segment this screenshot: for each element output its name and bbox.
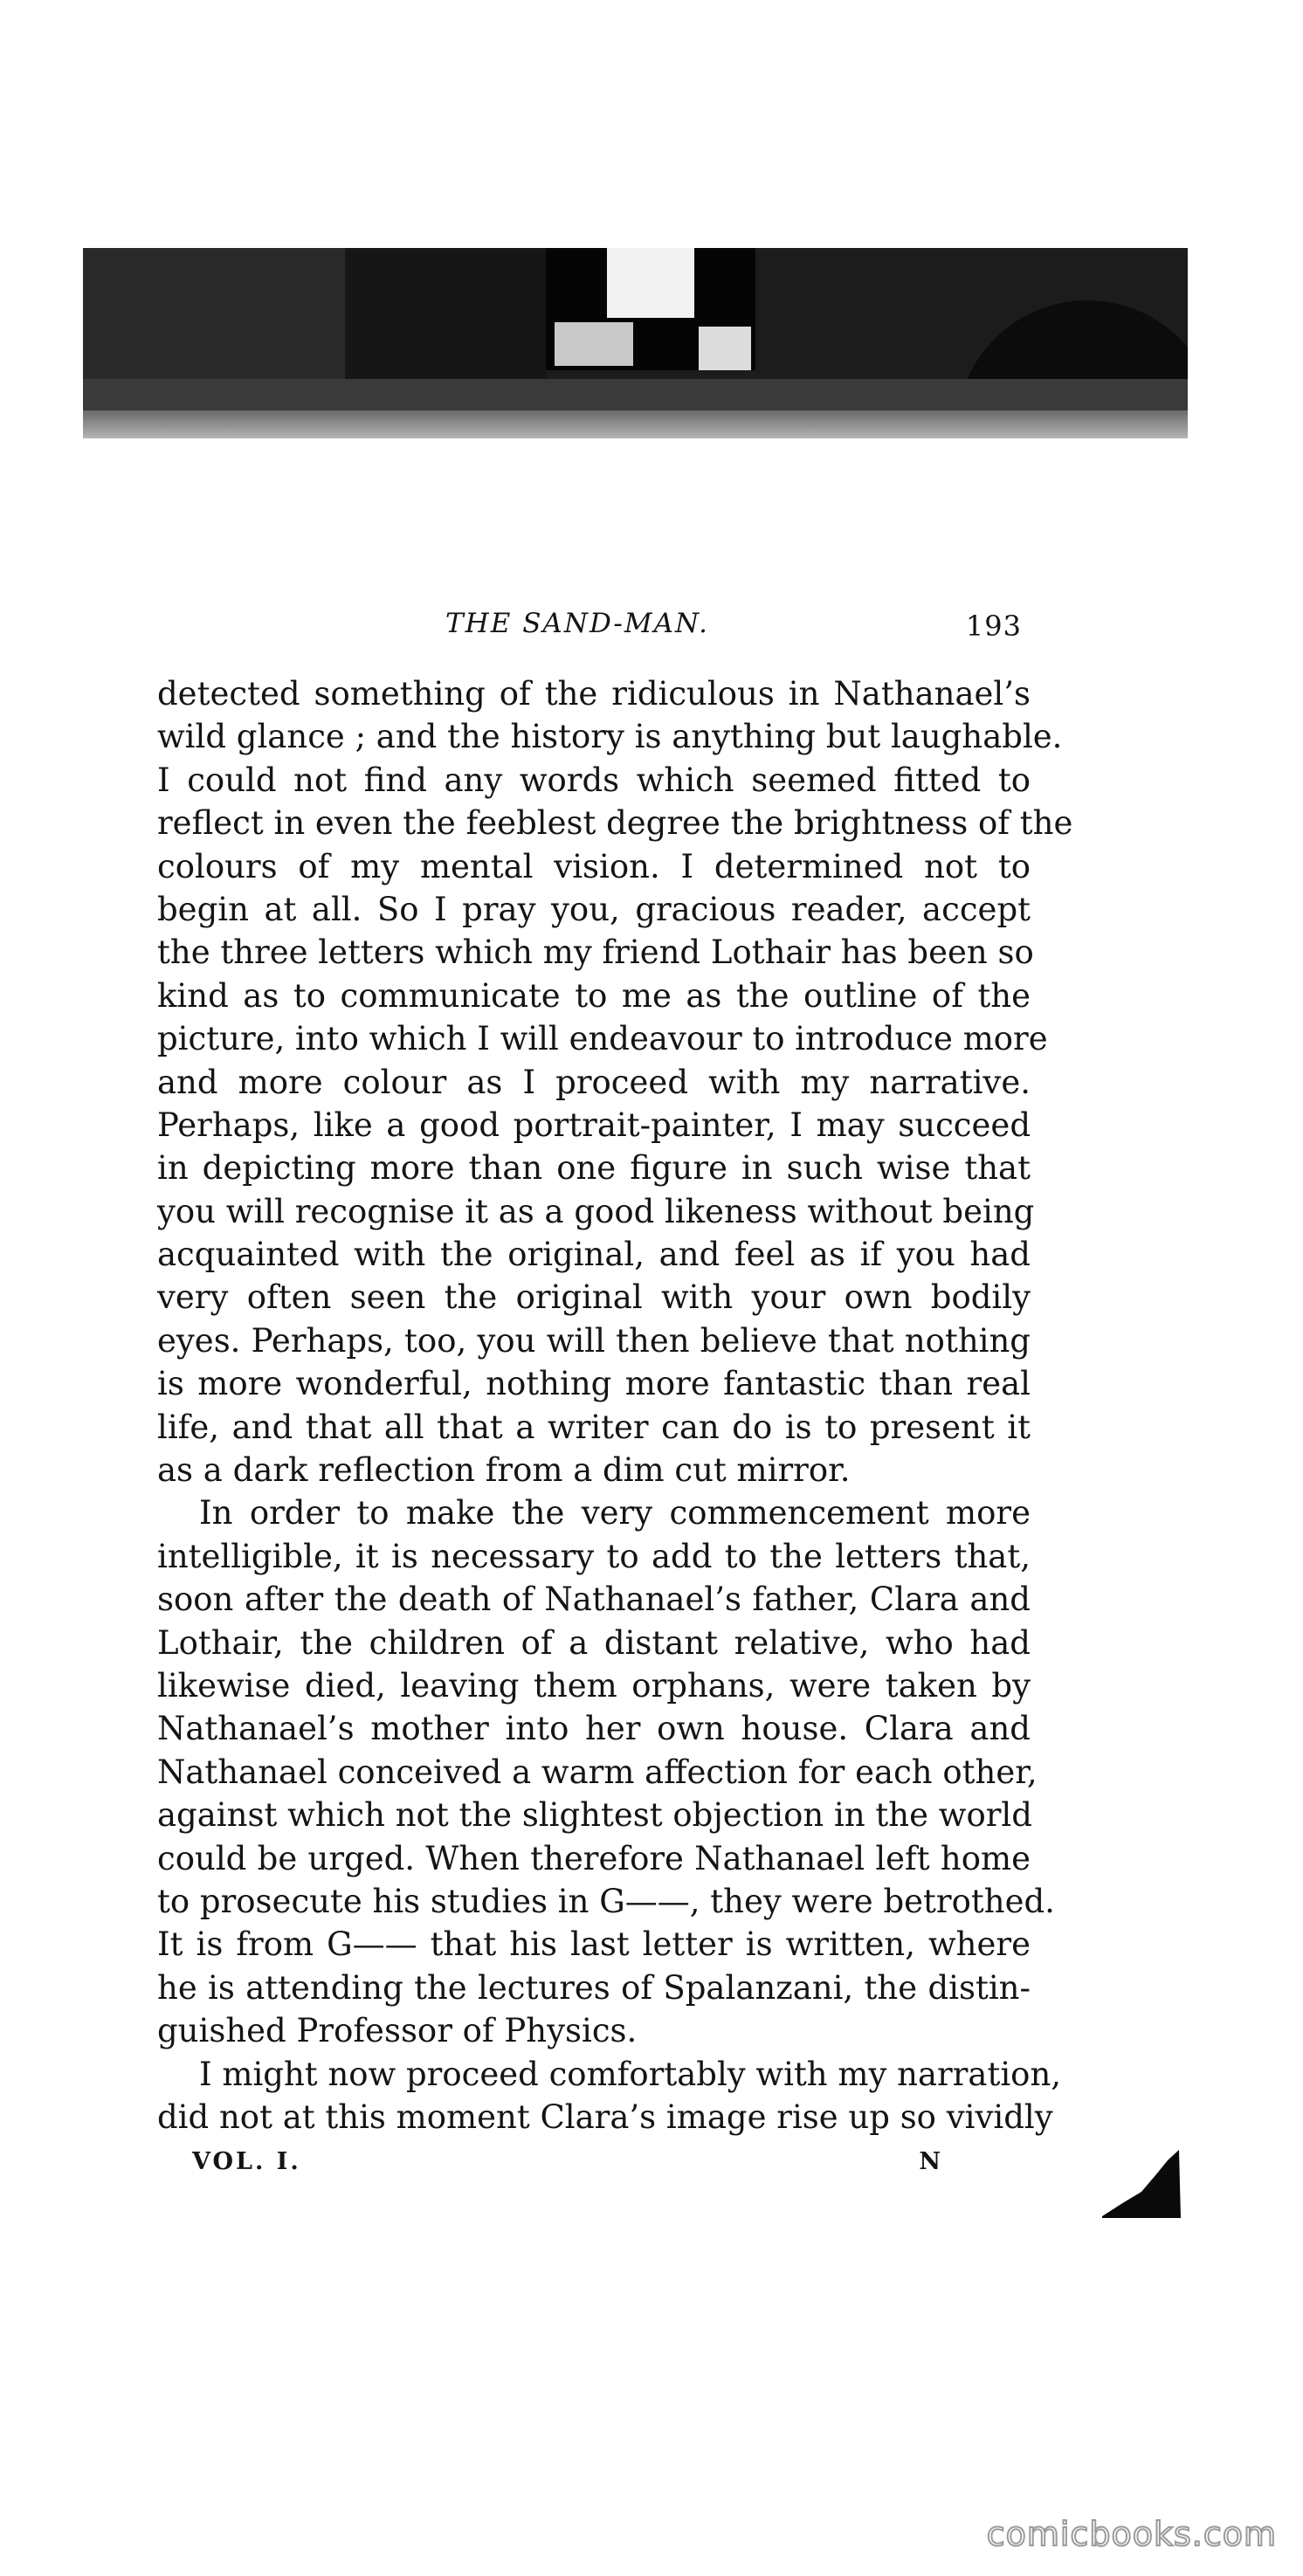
text-line: wild glance ; and the history is anything but laughable.	[157, 718, 1063, 756]
signature-mark: N	[919, 2148, 943, 2175]
text-line: life, and that all that a writer can do is to present it	[157, 1408, 1031, 1446]
text-line: Lothair, the children of a distant relative, who had	[157, 1623, 1031, 1662]
text-line: In order to make the very commencement more	[199, 1494, 1031, 1533]
text-line: colours of my mental vision. I determined not to	[157, 847, 1031, 885]
text-line: intelligible, it is necessary to add to the letters that,	[157, 1537, 1031, 1575]
text-line: Perhaps, like a good portrait-painter, I may succeed	[157, 1105, 1031, 1144]
running-header	[157, 608, 1031, 651]
text-line: in depicting more than one figure in such wise that	[157, 1149, 1031, 1188]
text-line: It is from G—— that his last letter is written, where	[157, 1925, 1031, 1964]
running-title: THE SAND-MAN.	[445, 608, 709, 639]
text-line: could be urged. When therefore Nathanael left home	[157, 1839, 1031, 1877]
text-line: he is attending the lectures of Spalanzani, the distin-	[157, 1968, 1031, 2007]
text-line: the three letters which my friend Lothair has been so	[157, 933, 1034, 972]
scan-panel	[83, 248, 345, 379]
scan-panel	[345, 248, 546, 396]
scan-floor	[83, 410, 1188, 438]
text-line: as a dark reflection from a dim cut mirror.	[157, 1451, 851, 1490]
scan-highlight	[607, 248, 694, 318]
page-corner-shadow	[1102, 2148, 1181, 2218]
paragraph	[157, 672, 1073, 1491]
text-line: kind as to communicate to me as the outline of the	[157, 976, 1031, 1015]
scan-highlight	[555, 322, 633, 366]
text-line: likewise died, leaving them orphans, were taken by	[157, 1666, 1031, 1705]
text-line: picture, into which I will endeavour to introduce more	[157, 1020, 1048, 1058]
text-line: I might now proceed comfortably with my narration,	[199, 2055, 1062, 2093]
paragraph	[157, 2053, 1062, 2139]
volume-label: VOL. I.	[192, 2148, 301, 2175]
signature-line	[192, 2148, 943, 2183]
text-line: you will recognise it as a good likeness without being	[157, 1192, 1035, 1230]
text-line: detected something of the ridiculous in Nathanael’s	[157, 675, 1031, 713]
text-line: did not at this moment Clara’s image rise up so vividly	[157, 2097, 1053, 2136]
text-line: eyes. Perhaps, too, you will then believe that nothing	[157, 1321, 1031, 1360]
scan-artifact-band	[83, 248, 1188, 438]
scan-highlight	[699, 327, 751, 370]
text-line: I could not find any words which seemed fitted to	[157, 761, 1031, 799]
text-line: begin at all. So I pray you, gracious reader, accept	[157, 890, 1031, 928]
text-line: Nathanael conceived a warm affection for each other,	[157, 1753, 1038, 1791]
paragraph	[157, 1491, 1055, 2052]
page-number: 193	[965, 610, 1022, 643]
text-line: soon after the death of Nathanael’s father, Clara and	[157, 1581, 1031, 1619]
text-line: is more wonderful, nothing more fantastic than real	[157, 1365, 1031, 1403]
text-line: and more colour as I proceed with my narrative.	[157, 1063, 1031, 1101]
text-line: to prosecute his studies in G——, they were betrothed.	[157, 1882, 1055, 1920]
body-text	[157, 672, 1073, 2139]
text-line: Nathanael’s mother into her own house. Clara and	[157, 1710, 1031, 1748]
text-line: against which not the slightest objection in the world	[157, 1796, 1032, 1835]
text-line: acquainted with the original, and feel as if you had	[157, 1236, 1031, 1274]
text-line: guished Professor of Physics.	[157, 2012, 638, 2050]
text-line: reflect in even the feeblest degree the brightness of the	[157, 804, 1073, 843]
scan-ledge	[83, 379, 1188, 410]
text-line: very often seen the original with your own bodily	[157, 1278, 1031, 1317]
watermark: comicbooks.com	[986, 2515, 1277, 2553]
